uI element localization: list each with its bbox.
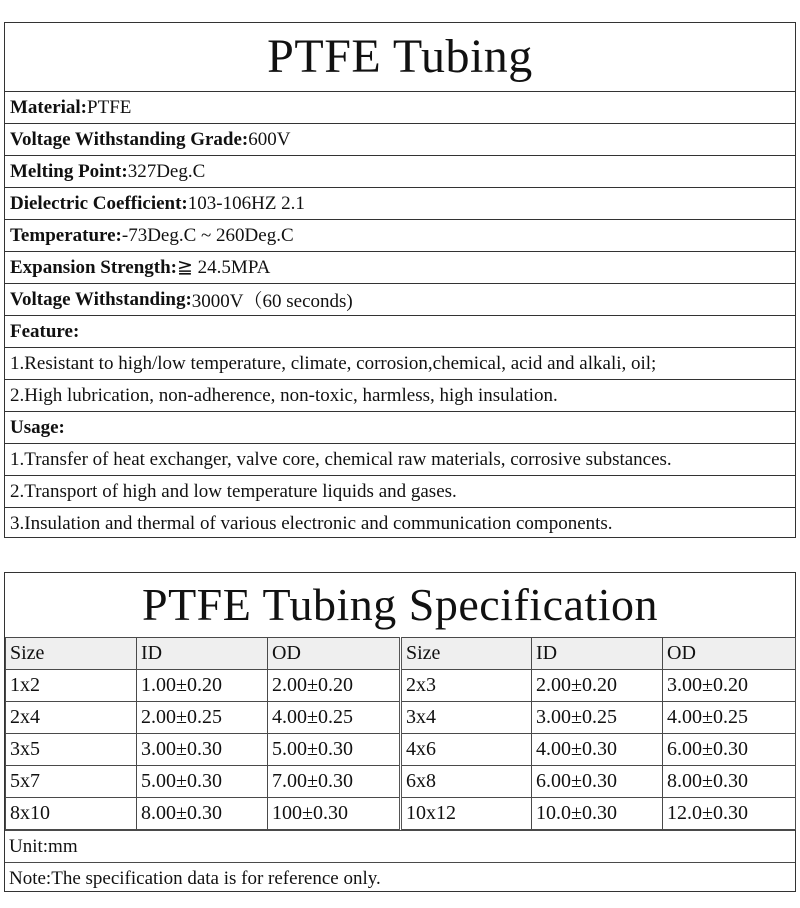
property-value: 3000V（60 seconds)	[191, 291, 353, 312]
property-value: 600V	[248, 128, 291, 150]
property-label: Voltage Withstanding:	[10, 288, 192, 310]
property-row	[5, 156, 795, 188]
table-cell: 2.00±0.20	[532, 670, 663, 702]
table-cell: 5.00±0.30	[268, 734, 401, 766]
table-row	[6, 702, 796, 734]
table-cell: 3.00±0.20	[663, 670, 796, 702]
properties-title: PTFE Tubing	[5, 23, 795, 92]
property-value: 103-106HZ 2.1	[187, 192, 305, 214]
property-label: Usage:	[10, 416, 65, 438]
table-cell: 2x3	[401, 670, 532, 702]
property-value: 1.Transfer of heat exchanger, valve core, chemical raw materials, corrosive substances.	[10, 448, 672, 470]
usage-item	[5, 444, 795, 476]
table-cell: 7.00±0.30	[268, 766, 401, 798]
table-cell: 10x12	[401, 798, 532, 830]
specification-title: PTFE Tubing Specification	[142, 579, 658, 630]
table-cell: 100±0.30	[268, 798, 401, 830]
specification-panel	[4, 572, 796, 892]
table-cell: 6x8	[401, 766, 532, 798]
column-header-id: ID	[137, 638, 268, 670]
table-cell: 6.00±0.30	[532, 766, 663, 798]
table-row	[6, 798, 796, 830]
column-header-size: Size	[401, 638, 532, 670]
property-row	[5, 252, 795, 284]
usage-item	[5, 508, 795, 540]
table-cell: 5x7	[6, 766, 137, 798]
table-cell: 6.00±0.30	[663, 734, 796, 766]
property-label: Dielectric Coefficient:	[10, 192, 188, 214]
property-value: 2.Transport of high and low temperature liquids and gases.	[10, 480, 457, 502]
property-label: Material:	[10, 96, 88, 118]
property-value: 1.Resistant to high/low temperature, climate, corrosion,chemical, acid and alkali, oil;	[10, 352, 657, 374]
property-label: Expansion Strength:	[10, 256, 178, 278]
column-header-od: OD	[663, 638, 796, 670]
column-header-size: Size	[6, 638, 137, 670]
property-row	[5, 92, 795, 124]
unit-note: Unit:mm	[5, 830, 795, 862]
property-value: ≧ 24.5MPA	[177, 257, 271, 278]
table-cell: 4.00±0.30	[532, 734, 663, 766]
table-cell: 8.00±0.30	[663, 766, 796, 798]
table-cell: 8.00±0.30	[137, 798, 268, 830]
table-cell: 3.00±0.25	[532, 702, 663, 734]
reference-note: Note:The specification data is for reference only.	[5, 862, 795, 894]
property-row	[5, 188, 795, 220]
property-row	[5, 124, 795, 156]
table-cell: 3x4	[401, 702, 532, 734]
property-value: -73Deg.C ~ 260Deg.C	[121, 224, 294, 246]
property-row	[5, 284, 795, 316]
property-label: Melting Point:	[10, 160, 128, 182]
table-cell: 4.00±0.25	[268, 702, 401, 734]
specification-table	[5, 637, 796, 830]
property-label: Temperature:	[10, 224, 122, 246]
feature-item	[5, 348, 795, 380]
table-cell: 8x10	[6, 798, 137, 830]
table-cell: 12.0±0.30	[663, 798, 796, 830]
table-row	[6, 766, 796, 798]
table-cell: 4x6	[401, 734, 532, 766]
property-value: 3.Insulation and thermal of various electronic and communication components.	[10, 513, 613, 534]
property-value: 327Deg.C	[127, 160, 206, 182]
table-row	[6, 734, 796, 766]
table-cell: 10.0±0.30	[532, 798, 663, 830]
column-header-id: ID	[532, 638, 663, 670]
feature-item	[5, 380, 795, 412]
table-cell: 1.00±0.20	[137, 670, 268, 702]
column-header-od: OD	[268, 638, 401, 670]
property-label: Voltage Withstanding Grade:	[10, 128, 249, 150]
property-value: 2.High lubrication, non-adherence, non-toxic, harmless, high insulation.	[10, 384, 558, 406]
property-row	[5, 220, 795, 252]
section-heading-usage	[5, 412, 795, 444]
table-cell: 1x2	[6, 670, 137, 702]
table-cell: 3x5	[6, 734, 137, 766]
table-cell: 5.00±0.30	[137, 766, 268, 798]
table-cell: 2x4	[6, 702, 137, 734]
table-cell: 2.00±0.25	[137, 702, 268, 734]
table-row	[6, 670, 796, 702]
table-cell: 3.00±0.30	[137, 734, 268, 766]
property-label: Feature:	[10, 320, 80, 342]
table-cell: 4.00±0.25	[663, 702, 796, 734]
properties-panel	[4, 22, 796, 538]
usage-item	[5, 476, 795, 508]
section-heading-feature	[5, 316, 795, 348]
table-cell: 2.00±0.20	[268, 670, 401, 702]
property-value: PTFE	[87, 96, 132, 118]
table-header-row	[6, 638, 796, 670]
